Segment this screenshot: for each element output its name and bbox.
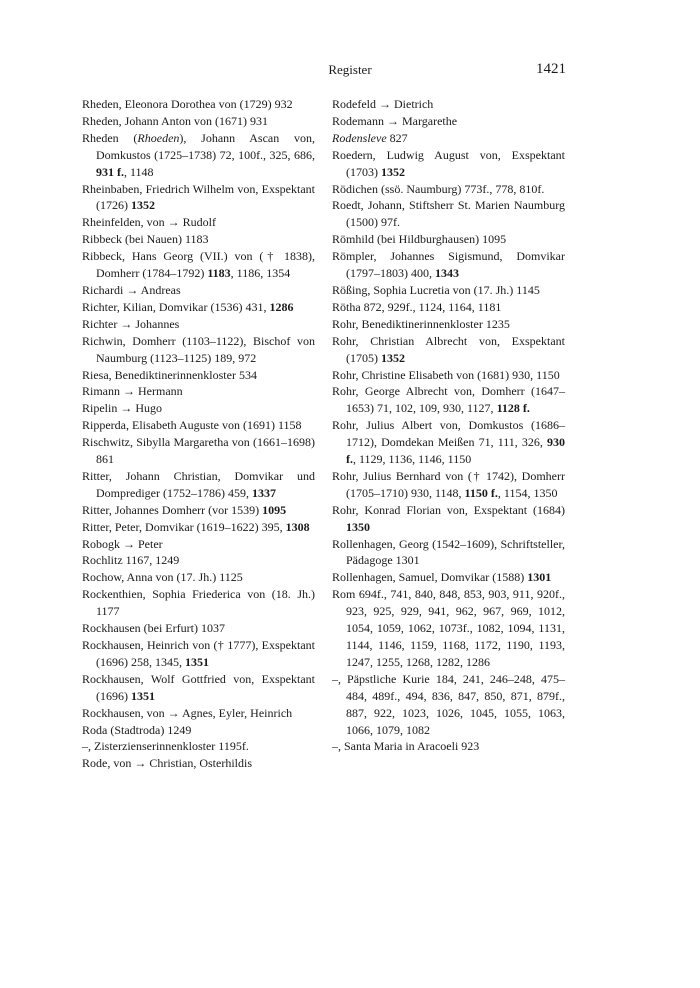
entry-text: Rollenhagen, Samuel, Domvikar (1588) (332, 570, 528, 585)
index-entry (82, 316, 315, 333)
entry-text: Rheden, Johann Anton von (1671) 931 (82, 113, 268, 128)
index-entry (332, 417, 565, 468)
index-entry (82, 383, 315, 400)
index-entry (82, 130, 315, 181)
entry-text: Rößing, Sophia Lucretia von (17. Jh.) 1145 (332, 282, 540, 297)
index-entry (332, 738, 565, 755)
index-entry (332, 367, 565, 384)
entry-text: Römhild (bei Hildburghausen) 1095 (332, 232, 507, 247)
entry-text: Römpler, Johannes Sigismund, Domvikar (1797–1803) 400, (332, 249, 565, 281)
main-reference: 1352 (381, 164, 405, 179)
index-entry (82, 586, 315, 620)
entry-text: Ritter, Johann Christian, Domvikar und Domprediger (1752–1786) 459, (82, 468, 315, 500)
index-entry (82, 620, 315, 637)
entry-text: , 1129, 1136, 1146, 1150 (353, 452, 472, 467)
entry-text: Rheinbaben, Friedrich Wilhelm von, Exspektant (1726) (82, 181, 315, 213)
index-entry (82, 722, 315, 739)
entry-text: Richwin, Domherr (1103–1122), Bischof von Naumburg (1123–1125) 189, 972 (82, 333, 315, 365)
italic-term: Rhoeden (137, 130, 180, 145)
main-reference: 1350 (346, 519, 370, 534)
entry-text: Richter → Johannes (82, 316, 180, 331)
entry-text: Rheden ( (82, 130, 138, 145)
entry-text: Ripelin → Hugo (82, 401, 162, 416)
index-entry (82, 282, 315, 299)
entry-text: Rodefeld → Dietrich (332, 97, 434, 111)
index-entry (82, 333, 315, 367)
page-number: 1421 (536, 61, 566, 77)
entry-text: Ritter, Johannes Domherr (vor 1539) (82, 502, 263, 517)
entry-text: Rimann → Hermann (82, 384, 183, 399)
main-reference: 1301 (527, 570, 552, 585)
index-entry (82, 181, 315, 215)
entry-text: Rohr, George Albrecht von, Domherr (1647–1653) 71, 102, 109, 930, 1127, (332, 384, 565, 416)
index-entry (82, 113, 315, 130)
entry-text: Rheinfelden, von → Rudolf (82, 215, 216, 230)
index-entry (82, 671, 315, 705)
index-entry (82, 400, 315, 417)
index-entry (82, 637, 315, 671)
main-reference: 1343 (435, 266, 459, 281)
entry-text: Rohr, Christine Elisabeth von (1681) 930, 1150 (332, 367, 560, 382)
index-column-left (82, 96, 315, 772)
index-entry (332, 231, 565, 248)
main-reference: 1352 (131, 198, 155, 213)
entry-text: 827 (386, 130, 408, 145)
index-entry (82, 536, 315, 553)
page-title: Register (328, 62, 372, 77)
index-entry (82, 552, 315, 569)
index-entry (82, 96, 315, 113)
entry-text: Rohr, Konrad Florian von, Exspektant (1684) (332, 502, 565, 517)
entry-text: Rötha 872, 929f., 1124, 1164, 1181 (332, 299, 502, 314)
index-entry (82, 738, 315, 755)
index-entry (332, 96, 565, 113)
index-entry (332, 147, 565, 181)
entry-text: Rodemann → Margarethe (332, 113, 458, 128)
index-entry (82, 231, 315, 248)
index-entry (332, 468, 565, 502)
main-reference: 1308 (285, 519, 310, 534)
entry-text: Rochow, Anna von (17. Jh.) 1125 (82, 570, 243, 585)
entry-text: Rischwitz, Sibylla Margaretha von (1661–1698) 861 (82, 435, 315, 467)
entry-text: Ritter, Peter, Domvikar (1619–1622) 395, (82, 519, 286, 534)
entry-text: Rom 694f., 741, 840, 848, 853, 903, 911, 920f., 923, 925, 929, 941, 962, 967, 969, 1012, 1054, 1059, 1062, 1073f., 1082, 1094, 1131, 1144, 1146, 1159, 1168, 1172, 1190, 1193, 1247, 1255, 1268, 1282, 1286 (332, 587, 565, 669)
main-reference: 1351 (131, 688, 155, 703)
entry-text: Rode, von → Christian, Osterhildis (82, 756, 252, 771)
entry-text: Rockhausen (bei Erfurt) 1037 (82, 621, 225, 636)
index-entry (82, 468, 315, 502)
index-column-right (332, 96, 565, 755)
main-reference: 1286 (269, 299, 294, 314)
entry-text: Rohr, Benediktinerinnenkloster 1235 (332, 316, 510, 331)
entry-text: –, Zisterzienserinnenkloster 1195f. (82, 739, 249, 754)
main-reference: 1352 (381, 350, 405, 365)
index-entry (82, 705, 315, 722)
index-entry (332, 586, 565, 671)
entry-text: –, Santa Maria in Aracoeli 923 (332, 739, 480, 754)
entry-text: Rockenthien, Sophia Friederica von (18. Jh.) 1177 (82, 587, 315, 619)
index-entry (82, 519, 315, 536)
index-entry (82, 214, 315, 231)
index-entry (332, 383, 565, 417)
entry-text: Rockhausen, Heinrich von († 1777), Exspektant (1696) 258, 1345, (82, 638, 315, 669)
entry-text: Ribbeck, Hans Georg (VII.) von († 1838), Domherr (1784–1792) (82, 249, 315, 281)
index-entry (332, 130, 565, 147)
index-entry (332, 333, 565, 367)
main-reference: 1183 (207, 266, 231, 281)
index-entry (332, 502, 565, 536)
index-entry (332, 671, 565, 739)
entry-text: Roedern, Ludwig August von, Exspektant (1703) (332, 147, 565, 179)
index-entry (332, 181, 565, 198)
index-entry (82, 502, 315, 519)
main-reference: 1337 (251, 485, 276, 500)
entry-text: Rohr, Julius Albert von, Domkustos (1686–1712), Domdekan Meißen 71, 111, 326, (332, 418, 565, 450)
entry-text: Ribbeck (bei Nauen) 1183 (82, 232, 209, 247)
entry-text: Riesa, Benediktinerinnenkloster 534 (82, 367, 257, 382)
entry-text: Rödichen (ssö. Naumburg) 773f., 778, 810f. (332, 181, 545, 196)
entry-text: Richardi → Andreas (82, 282, 181, 297)
entry-text: Rockhausen, Wolf Gottfried von, Exspektant (1696) (82, 671, 315, 703)
entry-text: Ripperda, Elisabeth Auguste von (1691) 1158 (82, 418, 302, 433)
index-entry (82, 248, 315, 282)
index-entry (82, 299, 315, 316)
entry-text: Rochlitz 1167, 1249 (82, 553, 180, 568)
entry-text: , 1154, 1350 (497, 485, 558, 500)
main-reference: 931 f. (96, 164, 124, 179)
entry-text: Rockhausen, von → Agnes, Eyler, Heinrich (82, 705, 293, 720)
main-reference: 930 f. (346, 435, 565, 467)
entry-text: , 1148 (124, 164, 154, 179)
entry-text: ), Johann Ascan von, Domkustos (1725–1738) 72, 100f., 325, 686, (96, 130, 315, 162)
index-entry (332, 113, 565, 130)
index-entry (332, 569, 565, 586)
entry-text: Roedt, Johann, Stiftsherr St. Marien Naumburg (1500) 97f. (332, 198, 565, 230)
entry-text: Rollenhagen, Georg (1542–1609), Schriftsteller, Pädagoge 1301 (332, 536, 565, 568)
index-entry (332, 316, 565, 333)
entry-text: , 1186, 1354 (230, 266, 291, 281)
index-entry (82, 367, 315, 384)
index-entry (82, 417, 315, 434)
entry-text: –, Päpstliche Kurie 184, 241, 246–248, 475–484, 489f., 494, 836, 847, 850, 871, 879f., 887, 922, 1023, 1026, 1045, 1055, 1063, 1066, 1079, 1082 (332, 671, 565, 737)
entry-text: Richter, Kilian, Domvikar (1536) 431, (82, 299, 270, 314)
main-reference: 1150 f. (464, 485, 498, 500)
index-entry (332, 248, 565, 282)
index-entry (332, 536, 565, 570)
main-reference: 1351 (185, 654, 209, 669)
main-reference: 1128 f. (496, 401, 530, 416)
main-reference: 1095 (262, 502, 287, 517)
entry-text: Rohr, Christian Albrecht von, Exspektant (1705) (332, 333, 565, 365)
entry-text: Roda (Stadtroda) 1249 (82, 722, 192, 737)
index-entry (82, 755, 315, 772)
entry-text: Rheden, Eleonora Dorothea von (1729) 932 (82, 97, 293, 111)
index-entry (82, 434, 315, 468)
entry-text: Robogk → Peter (82, 536, 163, 551)
index-entry (332, 197, 565, 231)
italic-term: Rodensleve (332, 130, 387, 145)
index-entry (332, 282, 565, 299)
entry-text: Rohr, Julius Bernhard von († 1742), Domherr (1705–1710) 930, 1148, (332, 468, 565, 500)
index-entry (82, 569, 315, 586)
index-entry (332, 299, 565, 316)
